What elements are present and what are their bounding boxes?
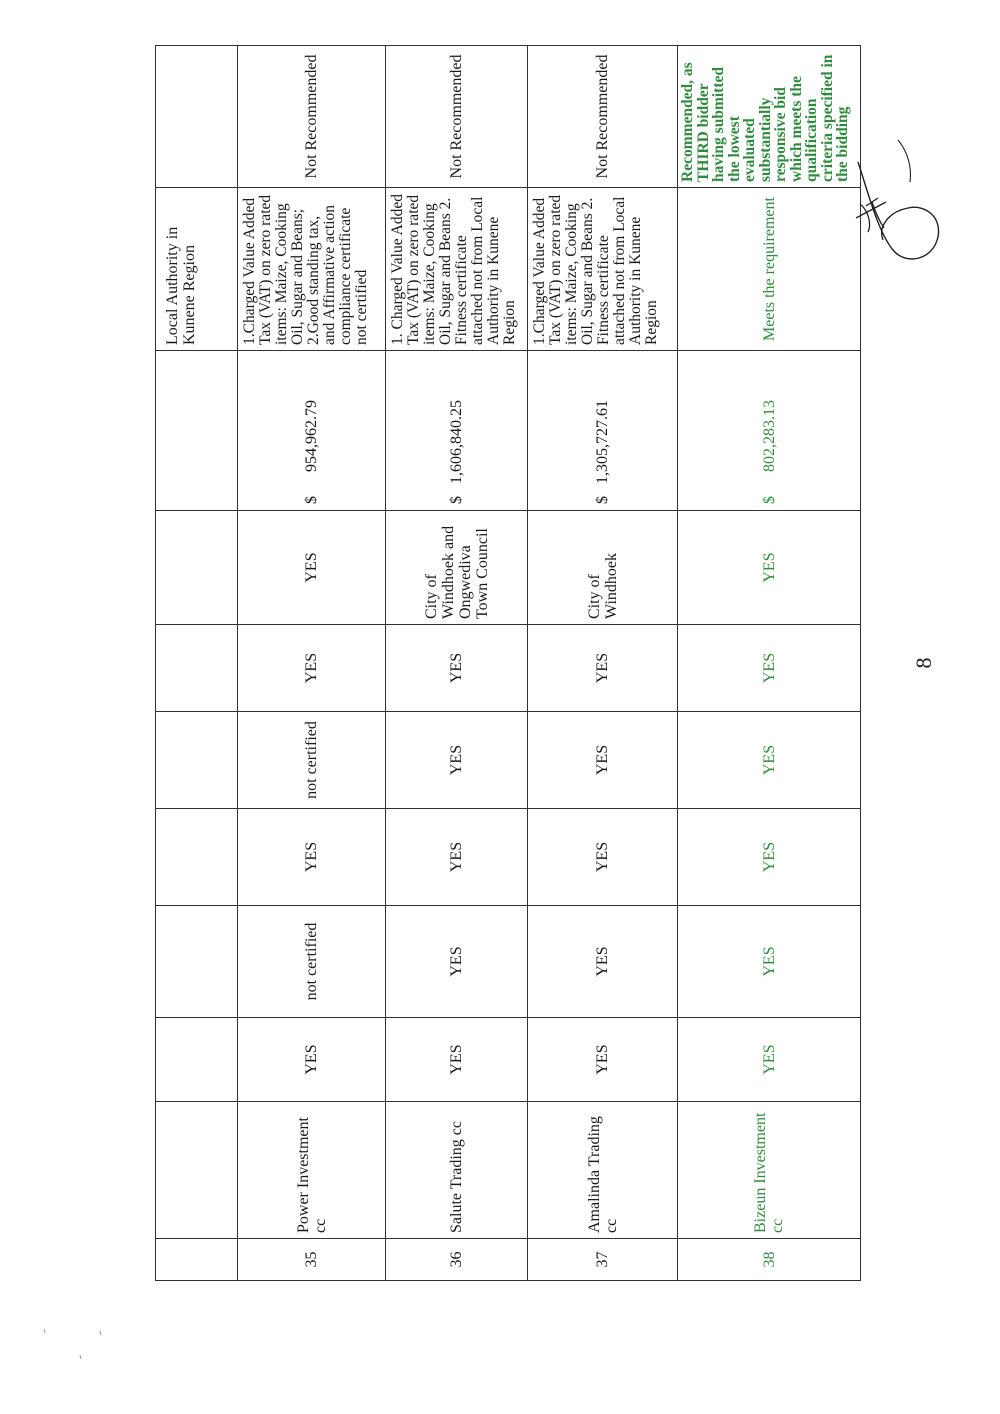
row-number: 38 (678, 1239, 861, 1281)
criteria-cell: YES (238, 511, 386, 625)
evaluation-remarks: 1. Charged Value Added Tax (VAT) on zero rated items: Maize, Cooking Oil, Sugar and Beans 2. Fitness certificate attached not from Local Authority in Kunene Region (386, 188, 528, 351)
criteria-cell: not certified (238, 906, 386, 1018)
criteria-cell: not certified (238, 712, 386, 809)
page-number: 8 (911, 657, 936, 669)
recommendation: Not Recommended (386, 46, 528, 188)
table-row-recommended (678, 46, 861, 1281)
criteria-cell: YES (386, 906, 528, 1018)
table-header-row (156, 46, 238, 1281)
criteria-cell: YES (528, 1018, 678, 1102)
criteria-cell: City of Windhoek (528, 511, 678, 625)
evaluation-remarks: 1.Charged Value Added Tax (VAT) on zero rated items: Maize, Cooking Oil, Sugar and Beans 2. Fitness certificate attached not from Local Authority in Kunene Region (528, 188, 678, 351)
bid-evaluation-table (155, 45, 861, 1281)
bid-amount: $ 1,606,840.25 (386, 351, 528, 511)
scan-margin-marks (40, 1325, 110, 1365)
evaluation-table-page (155, 46, 860, 1281)
criteria-cell: YES (678, 712, 861, 809)
bidder-name: Salute Trading cc (386, 1102, 528, 1239)
evaluation-remarks: 1.Charged Value Added Tax (VAT) on zero rated items: Maize, Cooking Oil, Sugar and Beans; 2.Good standing tax, and Affirmative action compliance certificate not certified (238, 188, 386, 351)
bid-amount: $ 802,283.13 (678, 351, 861, 511)
bid-amount: $ 954,962.79 (238, 351, 386, 511)
criteria-cell: City of Windhoek and Ongwediva Town Council (386, 511, 528, 625)
criteria-cell: YES (238, 809, 386, 906)
evaluation-remarks: Meets the requirement (678, 188, 861, 351)
bidder-name: Amalinda Trading cc (528, 1102, 678, 1239)
criteria-cell: YES (528, 625, 678, 712)
criteria-cell: YES (678, 625, 861, 712)
criteria-cell: YES (386, 625, 528, 712)
table-row (238, 46, 386, 1281)
criteria-cell: YES (238, 1018, 386, 1102)
table-row (528, 46, 678, 1281)
header-local-authority: Local Authority in Kunene Region (156, 188, 238, 351)
criteria-cell: YES (386, 809, 528, 906)
rotated-table-wrapper (155, 46, 860, 1281)
bidder-name: Power Investment cc (238, 1102, 386, 1239)
criteria-cell: YES (678, 511, 861, 625)
criteria-cell: YES (678, 809, 861, 906)
table-row (386, 46, 528, 1281)
handwritten-signature (838, 132, 950, 282)
criteria-cell: YES (678, 906, 861, 1018)
criteria-cell: YES (386, 712, 528, 809)
bid-amount: $ 1,305,727.61 (528, 351, 678, 511)
row-number: 35 (238, 1239, 386, 1281)
criteria-cell: YES (528, 906, 678, 1018)
criteria-cell: YES (528, 712, 678, 809)
recommendation: Not Recommended (238, 46, 386, 188)
criteria-cell: YES (678, 1018, 861, 1102)
bidder-name: Bizeun Investment cc (678, 1102, 861, 1239)
criteria-cell: YES (238, 625, 386, 712)
criteria-cell: YES (386, 1018, 528, 1102)
recommendation: Recommended, as THIRD bidder having submitted the lowest evaluated substantially responsive bid which meets the qualification criteria specified in the bidding (678, 46, 861, 188)
row-number: 37 (528, 1239, 678, 1281)
row-number: 36 (386, 1239, 528, 1281)
recommendation: Not Recommended (528, 46, 678, 188)
criteria-cell: YES (528, 809, 678, 906)
